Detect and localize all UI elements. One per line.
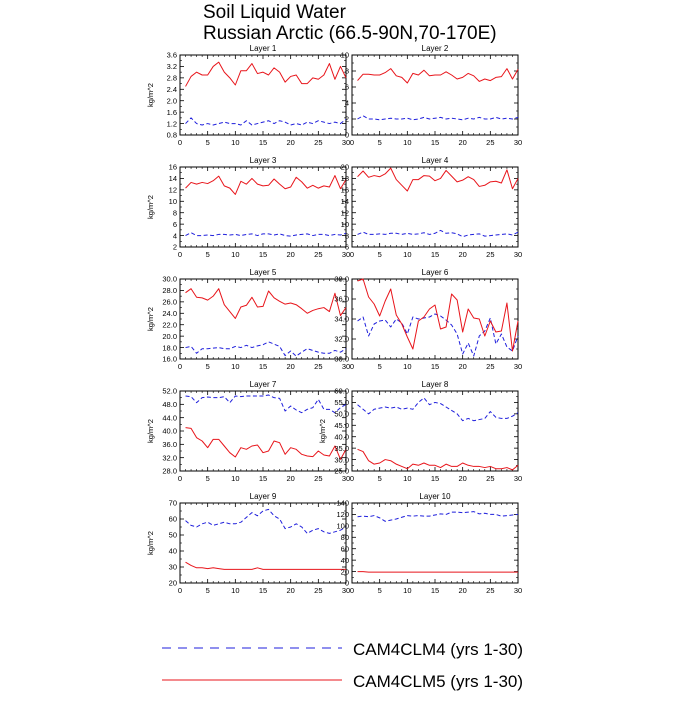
- y-tick-label: 2: [172, 242, 177, 252]
- series-line-cam4clm4: [186, 233, 346, 236]
- x-tick-label: 0: [177, 586, 183, 595]
- y-tick-label: 32.0: [162, 453, 177, 463]
- x-tick-label: 30: [341, 362, 351, 371]
- y-tick-label: 2.0: [166, 96, 177, 106]
- y-tick-label: 6: [344, 82, 349, 92]
- plot-frame: [180, 503, 346, 583]
- panel-layer-10: [336, 492, 522, 595]
- x-tick-label: 0: [177, 250, 183, 259]
- x-tick-label: 5: [377, 138, 382, 147]
- plot-frame: [352, 279, 518, 359]
- panel-layer-5: [146, 268, 350, 371]
- series-line-cam4clm5: [186, 562, 346, 569]
- y-tick-label: 22.0: [162, 320, 177, 330]
- x-tick-label: 20: [458, 474, 467, 483]
- x-tick-label: 15: [430, 250, 440, 259]
- legend-label-cam4clm4: CAM4CLM4 (yrs 1-30): [353, 640, 524, 659]
- y-tick-label: 24.0: [162, 308, 177, 318]
- x-tick-label: 30: [513, 250, 523, 259]
- y-tick-label: 30.0: [162, 274, 177, 284]
- x-tick-label: 15: [258, 138, 268, 147]
- y-tick-label: 0: [344, 130, 349, 140]
- panel-title: Layer 9: [249, 492, 277, 501]
- series-line-cam4clm4: [186, 509, 346, 533]
- plot-frame: [352, 391, 518, 471]
- y-tick-label: 14: [340, 196, 349, 206]
- panel-layer-3: [146, 156, 350, 259]
- x-tick-label: 30: [513, 586, 523, 595]
- x-tick-label: 25: [486, 362, 495, 371]
- x-tick-label: 15: [430, 586, 440, 595]
- y-tick-label: 50: [168, 530, 177, 540]
- y-tick-label: 50.0: [334, 409, 349, 419]
- x-tick-label: 25: [314, 586, 323, 595]
- y-tick-label: 16.0: [162, 354, 177, 364]
- x-tick-label: 25: [314, 138, 323, 147]
- y-tick-label: 12: [168, 185, 177, 195]
- x-tick-label: 25: [486, 138, 495, 147]
- y-tick-label: 0: [344, 578, 349, 588]
- y-tick-label: 55.0: [334, 398, 349, 408]
- y-tick-label: 14: [168, 174, 177, 184]
- y-tick-label: 60: [340, 544, 349, 554]
- y-tick-label: 30: [168, 562, 177, 572]
- x-tick-label: 10: [403, 586, 412, 595]
- panel-layer-1: [146, 44, 350, 147]
- x-tick-label: 25: [314, 474, 323, 483]
- x-tick-label: 10: [231, 474, 240, 483]
- y-tick-label: 40.0: [334, 432, 349, 442]
- y-tick-label: 4: [344, 98, 349, 108]
- x-tick-label: 5: [205, 474, 210, 483]
- y-tick-label: 26.0: [162, 297, 177, 307]
- x-tick-label: 10: [403, 138, 412, 147]
- y-tick-label: 12: [340, 208, 349, 218]
- x-tick-label: 5: [205, 250, 210, 259]
- series-line-cam4clm4: [358, 398, 518, 421]
- x-tick-label: 0: [349, 362, 355, 371]
- panel-title: Layer 5: [249, 268, 277, 277]
- y-tick-label: 1.2: [166, 119, 177, 129]
- y-tick-label: 34.0: [334, 314, 349, 324]
- y-tick-label: 60.0: [334, 386, 349, 396]
- legend-label-cam4clm5: CAM4CLM5 (yrs 1-30): [353, 672, 524, 691]
- series-line-cam4clm4: [186, 342, 346, 356]
- plot-frame: [180, 55, 346, 135]
- x-tick-label: 20: [286, 250, 295, 259]
- panel-title: Layer 7: [249, 380, 277, 389]
- y-axis-label: kg/m^2: [146, 307, 155, 331]
- x-tick-label: 5: [377, 362, 382, 371]
- x-tick-label: 25: [314, 362, 323, 371]
- x-tick-label: 20: [286, 138, 295, 147]
- x-tick-label: 15: [430, 138, 440, 147]
- x-tick-label: 0: [349, 474, 355, 483]
- x-tick-label: 30: [341, 138, 351, 147]
- plot-frame: [352, 55, 518, 135]
- x-tick-label: 10: [231, 138, 240, 147]
- x-tick-label: 0: [177, 474, 183, 483]
- y-tick-label: 45.0: [334, 420, 349, 430]
- y-tick-label: 10: [340, 219, 349, 229]
- y-tick-label: 18.0: [162, 343, 177, 353]
- y-tick-label: 20.0: [162, 331, 177, 341]
- x-tick-label: 20: [458, 138, 467, 147]
- y-tick-label: 2: [344, 114, 349, 124]
- y-tick-label: 40: [340, 555, 349, 565]
- x-tick-label: 15: [258, 586, 268, 595]
- x-tick-label: 10: [231, 362, 240, 371]
- x-tick-label: 30: [341, 586, 351, 595]
- y-tick-label: 32.0: [334, 334, 349, 344]
- y-axis-label: kg/m^2: [146, 83, 155, 107]
- series-line-cam4clm4: [358, 512, 518, 522]
- x-tick-label: 5: [205, 362, 210, 371]
- y-tick-label: 40: [168, 546, 177, 556]
- series-line-cam4clm5: [186, 176, 346, 195]
- series-line-cam4clm4: [186, 118, 346, 125]
- series-line-cam4clm4: [186, 395, 346, 413]
- x-tick-label: 10: [403, 362, 412, 371]
- plot-frame: [180, 279, 346, 359]
- y-tick-label: 20: [340, 567, 349, 577]
- panel-layer-6: [334, 268, 522, 371]
- y-tick-label: 25.0: [334, 466, 349, 476]
- x-tick-label: 20: [458, 362, 467, 371]
- panel-layer-9: [146, 492, 350, 595]
- x-tick-label: 30: [341, 474, 351, 483]
- y-tick-label: 3.2: [166, 62, 177, 72]
- y-tick-label: 2.4: [166, 84, 177, 94]
- panel-title: Layer 8: [421, 380, 449, 389]
- x-tick-label: 25: [486, 474, 495, 483]
- y-tick-label: 38.0: [334, 274, 349, 284]
- x-tick-label: 30: [341, 250, 351, 259]
- x-tick-label: 15: [258, 362, 268, 371]
- y-tick-label: 36.0: [334, 294, 349, 304]
- series-line-cam4clm5: [358, 69, 518, 83]
- y-tick-label: 20: [168, 578, 177, 588]
- x-tick-label: 5: [205, 586, 210, 595]
- y-tick-label: 6: [344, 242, 349, 252]
- series-line-cam4clm4: [358, 314, 518, 356]
- y-tick-label: 140: [336, 498, 349, 508]
- y-tick-label: 60: [168, 514, 177, 524]
- panel-title: Layer 3: [249, 156, 277, 165]
- x-tick-label: 10: [403, 250, 412, 259]
- series-line-cam4clm4: [358, 230, 518, 236]
- series-line-cam4clm4: [358, 116, 518, 120]
- y-tick-label: 0.8: [166, 130, 177, 140]
- figure-title-line-2: Russian Arctic (66.5-90N,70-170E): [203, 23, 497, 44]
- y-tick-label: 18: [340, 174, 349, 184]
- x-tick-label: 15: [430, 474, 440, 483]
- y-tick-label: 8: [344, 66, 349, 76]
- series-line-cam4clm5: [186, 62, 346, 86]
- x-tick-label: 20: [458, 586, 467, 595]
- plot-frame: [352, 167, 518, 247]
- x-tick-label: 15: [258, 250, 268, 259]
- y-tick-label: 48.0: [162, 400, 177, 410]
- x-tick-label: 20: [286, 474, 295, 483]
- y-tick-label: 4: [172, 231, 177, 241]
- x-tick-label: 15: [258, 474, 268, 483]
- y-tick-label: 2.8: [166, 73, 177, 83]
- y-tick-label: 52.0: [162, 386, 177, 396]
- y-tick-label: 10: [168, 196, 177, 206]
- series-line-cam4clm5: [358, 572, 518, 573]
- x-tick-label: 25: [486, 586, 495, 595]
- x-tick-label: 20: [458, 250, 467, 259]
- y-tick-label: 30.0: [334, 354, 349, 364]
- x-tick-label: 10: [231, 586, 240, 595]
- x-tick-label: 0: [349, 250, 355, 259]
- series-line-cam4clm5: [186, 289, 346, 319]
- y-tick-label: 16: [168, 162, 177, 172]
- y-tick-label: 30.0: [334, 455, 349, 465]
- y-tick-label: 70: [168, 498, 177, 508]
- y-tick-label: 1.6: [166, 107, 177, 117]
- panel-title: Layer 6: [421, 268, 449, 277]
- y-tick-label: 120: [336, 510, 349, 520]
- y-tick-label: 40.0: [162, 426, 177, 436]
- x-tick-label: 0: [349, 586, 355, 595]
- panel-title: Layer 1: [249, 44, 277, 53]
- y-tick-label: 6: [172, 219, 177, 229]
- x-tick-label: 30: [513, 138, 523, 147]
- y-tick-label: 16: [340, 185, 349, 195]
- x-tick-label: 20: [286, 362, 295, 371]
- y-tick-label: 44.0: [162, 413, 177, 423]
- panel-title: Layer 4: [421, 156, 449, 165]
- x-tick-label: 0: [177, 138, 183, 147]
- y-tick-label: 36.0: [162, 440, 177, 450]
- y-tick-label: 8: [344, 231, 349, 241]
- chart-panels: [146, 44, 522, 595]
- series-line-cam4clm5: [358, 168, 518, 191]
- x-tick-label: 10: [403, 474, 412, 483]
- y-axis-label: kg/m^2: [146, 195, 155, 219]
- y-tick-label: 20: [340, 162, 349, 172]
- panel-layer-4: [341, 156, 523, 259]
- series-line-cam4clm5: [358, 449, 518, 470]
- x-tick-label: 15: [430, 362, 440, 371]
- panel-layer-8: [318, 380, 522, 483]
- series-line-cam4clm5: [358, 279, 518, 351]
- y-axis-label: kg/m^2: [318, 419, 327, 443]
- y-tick-label: 3.6: [166, 50, 177, 60]
- panel-layer-2: [341, 44, 523, 147]
- y-tick-label: 100: [336, 521, 349, 531]
- y-tick-label: 28.0: [162, 466, 177, 476]
- x-tick-label: 30: [513, 474, 523, 483]
- figure-title-line-1: Soil Liquid Water: [203, 2, 346, 23]
- x-tick-label: 0: [177, 362, 183, 371]
- x-tick-label: 10: [231, 250, 240, 259]
- x-tick-label: 5: [377, 586, 382, 595]
- x-tick-label: 5: [377, 474, 382, 483]
- panel-title: Layer 2: [421, 44, 449, 53]
- y-tick-label: 80: [340, 532, 349, 542]
- y-tick-label: 35.0: [334, 443, 349, 453]
- y-tick-label: 8: [172, 208, 177, 218]
- x-tick-label: 5: [205, 138, 210, 147]
- x-tick-label: 5: [377, 250, 382, 259]
- y-axis-label: kg/m^2: [146, 419, 155, 443]
- y-tick-label: 28.0: [162, 286, 177, 296]
- y-axis-label: kg/m^2: [146, 531, 155, 555]
- panel-title: Layer 10: [419, 492, 451, 501]
- x-tick-label: 30: [513, 362, 523, 371]
- x-tick-label: 20: [286, 586, 295, 595]
- x-tick-label: 0: [349, 138, 355, 147]
- x-tick-label: 25: [314, 250, 323, 259]
- x-tick-label: 25: [486, 250, 495, 259]
- legend: [162, 640, 523, 691]
- y-tick-label: 10: [340, 50, 349, 60]
